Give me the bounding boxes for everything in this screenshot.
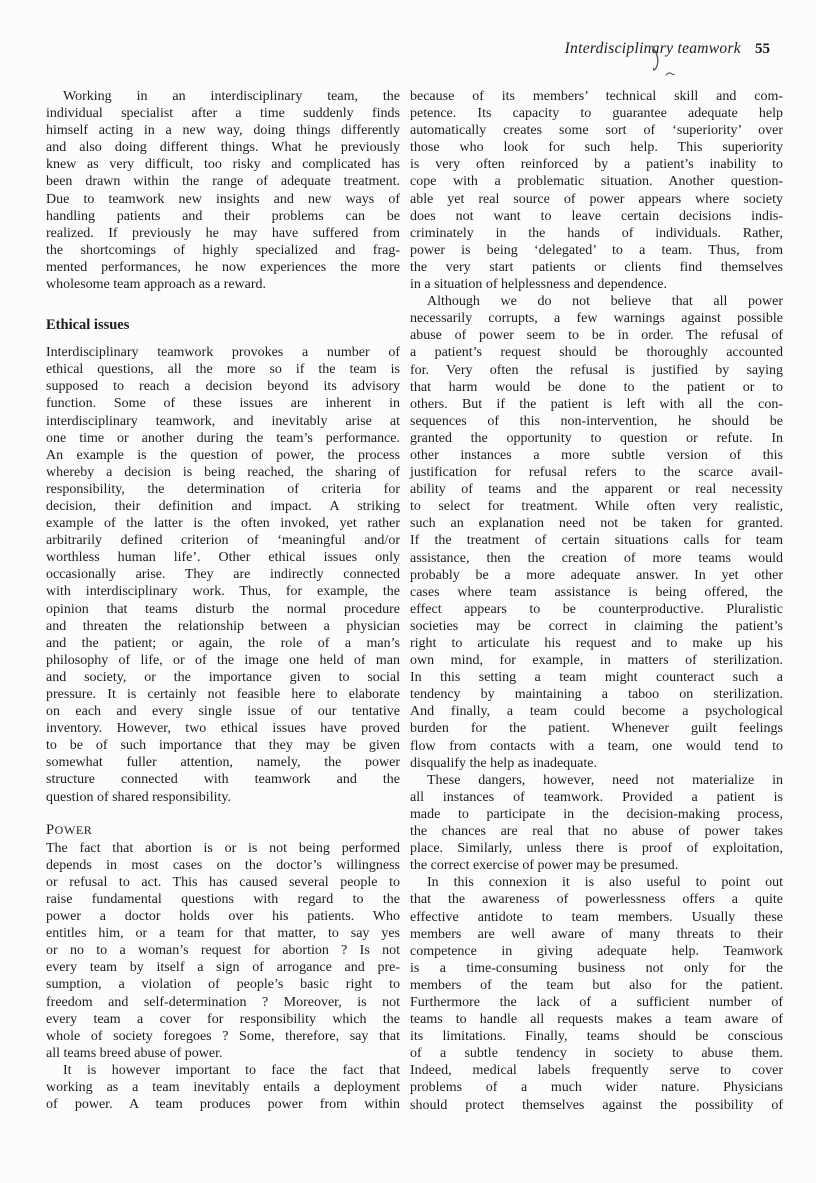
text-line: or no to a woman’s request for abortion ? Is not	[46, 943, 400, 959]
text-line: Due to teamwork new insights and new ways of	[46, 191, 400, 207]
text-line: teams to handle all requests makes a team aware of	[410, 1012, 783, 1028]
text-line: been drawn within the range of adequate treatment.	[46, 174, 400, 190]
text-line: freedom and self-determination ? Moreover, is not	[46, 994, 400, 1010]
text-line: probably be a more adequate answer. In yet other	[410, 567, 783, 583]
text-line: himself acting in a new way, doing things differently	[46, 123, 400, 139]
text-line: These dangers, however, need not materialize in	[427, 772, 783, 788]
paragraph	[410, 88, 783, 293]
text-line: made to participate in the decision-making process,	[410, 806, 783, 822]
text-line: cases where team assistance is being offered, the	[410, 584, 783, 600]
paragraph	[410, 874, 783, 1113]
text-line: for. Very often the refusal is justified by saying	[410, 362, 783, 378]
text-line: power a doctor holds over his patients. Who	[46, 909, 400, 925]
paragraph	[410, 772, 783, 875]
text-line: structure connected with teamwork and the	[46, 772, 400, 788]
text-line: societies may be correct in claiming the patient’s	[410, 618, 783, 634]
text-line: decision, their definition and impact. A striking	[46, 498, 400, 514]
text-line: whole of society foregoes ? Some, therefore, say that	[46, 1028, 400, 1044]
text-line: its limitations. Finally, teams should be conscious	[410, 1029, 783, 1045]
text-line: does not want to leave certain decisions indis-	[410, 208, 783, 224]
text-line: flow from contacts with a team, one would tend to	[410, 738, 783, 754]
text-line: to be of such importance that they may be given	[46, 738, 400, 754]
text-line: It is however important to face the fact that	[63, 1062, 400, 1078]
paragraph	[410, 293, 783, 772]
text-line: worthless human life’. Other ethical issues only	[46, 550, 400, 566]
text-line: or refusal to act. This has caused several people to	[46, 874, 400, 890]
text-line: able yet real source of power appears where society	[410, 191, 783, 207]
text-line: Indeed, medical labels frequently serve to cover	[410, 1063, 783, 1079]
text-line: depends in most cases on the doctor’s willingness	[46, 857, 400, 873]
text-line: those who look for such help. This superiority	[410, 140, 783, 156]
text-line: handling patients and their problems can be	[46, 208, 400, 224]
text-line: In this setting a team might counteract such a	[410, 670, 783, 686]
page-number: 55	[755, 41, 770, 57]
text-line: should protect themselves against the possibility of	[410, 1097, 783, 1113]
text-line: realized. If previously he may have suffered from	[46, 225, 400, 241]
text-line: disqualify the help as inadequate.	[410, 755, 597, 771]
text-line: Interdisciplinary teamwork provokes a number of	[46, 345, 400, 361]
text-line: one time or another during the team’s performance.	[46, 430, 400, 446]
text-line: question of shared responsibility.	[46, 789, 231, 805]
text-line: the shortcomings of highly specialized and frag-	[46, 242, 400, 258]
text-line: abuse of power seem to be in order. The refusal of	[410, 328, 783, 344]
text-line: Furthermore the lack of a sufficient number of	[410, 994, 783, 1010]
text-line: of a subtle tendency in society to abuse them.	[410, 1046, 783, 1062]
paragraph	[46, 88, 400, 293]
text-line: granted the opportunity to question or refute. In	[410, 430, 783, 446]
text-line: the very start patients or clients find themselves	[410, 259, 783, 275]
text-line: criminately in the hands of individuals. Rather,	[410, 225, 783, 241]
text-line: others. But if the patient is left with all the con-	[410, 396, 783, 412]
text-line: power is being ‘delegated’ to a team. Thus, from	[410, 242, 783, 258]
text-line: all teams breed abuse of power.	[46, 1045, 223, 1061]
text-line: assistance, then the creation of more teams would	[410, 550, 783, 566]
text-line: supposed to reach a decision beyond its advisory	[46, 379, 400, 395]
text-line: Although we do not believe that all power	[427, 294, 783, 310]
text-line: and society, or the importance given to social	[46, 669, 400, 685]
paragraph	[46, 344, 400, 806]
text-line: responsibility, the determination of criteria for	[46, 481, 400, 497]
text-line: An example is the question of power, the process	[46, 447, 400, 463]
text-line: petence. Its capacity to guarantee adequate help	[410, 106, 783, 122]
text-line: effect appears to be counterproductive. Pluralistic	[410, 601, 783, 617]
text-line: arbitrarily defined criterion of ‘meaningful and/or	[46, 533, 400, 549]
running-title: Interdisciplinary teamwork	[564, 40, 741, 57]
text-line: opinion that teams disturb the normal procedure	[46, 601, 400, 617]
text-line: pressure. It is certainly not feasible here to elaborate	[46, 687, 400, 702]
section-subheading: POWER	[46, 821, 93, 838]
text-line: the chances are real that no abuse of power takes	[410, 824, 783, 840]
text-line: raise fundamental questions with regard to the	[46, 891, 400, 907]
text-line: If the treatment of certain situations calls for team	[410, 533, 783, 549]
text-line: and threaten the relationship between a physician	[46, 618, 400, 634]
text-line: competence in giving adequate help. Teamwork	[410, 943, 783, 959]
text-line: with interdisciplinary work. Thus, for example, the	[46, 584, 400, 600]
text-line: and the patient; or again, the role of a man’s	[46, 635, 400, 651]
text-line: automatically creates some sort of ‘superiority’ over	[410, 123, 783, 139]
text-line: problems of a much wider nature. Physicians	[410, 1080, 783, 1096]
text-line: The fact that abortion is or is not being performed	[46, 840, 400, 856]
text-line: sumption, a violation of people’s basic right to	[46, 977, 400, 993]
text-line: is very often reinforced by a patient’s inability to	[410, 157, 783, 173]
text-line: tendency by maintaining a taboo on sterilization.	[410, 687, 783, 703]
text-line: right to articulate his request and to make up his	[410, 636, 783, 651]
text-line: to select for treatment. While often very realistic,	[410, 499, 783, 515]
text-line: philosophy of life, or of the image one held of man	[46, 652, 400, 668]
paragraph	[46, 1062, 400, 1113]
text-line: of power. A team produces power from within	[46, 1097, 400, 1113]
text-line: ethical questions, all the more so if the team is	[46, 362, 400, 378]
text-line: interdisciplinary teamwork, and inevitably arise at	[46, 413, 400, 429]
text-line: in a situation of helplessness and dependence.	[410, 277, 667, 293]
text-line: the correct exercise of power may be presumed.	[410, 858, 679, 874]
text-line: that the awareness of powerlessness offers a quite	[410, 892, 783, 908]
text-line: inventory. However, two ethical issues have proved	[46, 721, 400, 737]
page-header	[0, 40, 770, 58]
text-line: cope with a problematic situation. Another question-	[410, 174, 783, 190]
text-line: burden for the patient. Whenever guilt feelings	[410, 721, 783, 737]
text-line: individual specialist after a time suddenly finds	[46, 106, 400, 122]
text-line: necessarily corrupts, a few warnings against possible	[410, 311, 783, 327]
text-line: justification for refusal refers to the scarce avail-	[410, 465, 783, 481]
text-line: example of the latter is the often invoked, yet rather	[46, 516, 400, 532]
section-heading: Ethical issues	[46, 317, 130, 334]
text-line: a patient’s request should be thoroughly accounted	[410, 345, 783, 361]
text-line: And finally, a team could become a psychological	[410, 704, 783, 720]
text-line: mented performances, he now experiences the more	[46, 259, 400, 275]
text-line: because of its members’ technical skill and com-	[410, 89, 783, 104]
text-line: is a time-consuming business not only for the	[410, 960, 783, 976]
text-line: occasionally arise. They are indirectly connected	[46, 567, 400, 583]
text-line: all instances of teamwork. Provided a patient is	[410, 789, 783, 805]
text-line: ability of teams and the apparent or real necessity	[410, 482, 783, 498]
text-line: somewhat fuller attention, namely, the power	[46, 755, 400, 771]
text-line: every team by itself a sign of arrogance and pre-	[46, 960, 400, 976]
text-line: Working in an interdisciplinary team, the	[63, 89, 400, 104]
text-line: place. Similarly, unless there is proof of exploitation,	[410, 841, 783, 857]
text-line: other instances a more subtle version of this	[410, 447, 783, 463]
text-line: effective antidote to team members. Usually these	[410, 909, 783, 925]
text-line: such an explanation need not be taken for granted.	[410, 516, 783, 532]
text-line: on each and every single issue of our tentative	[46, 704, 400, 720]
text-line: and also doing different things. What he previously	[46, 140, 400, 156]
text-line: working as a team inevitably entails a deployment	[46, 1079, 400, 1095]
text-line: every team a cover for responsibility which the	[46, 1011, 400, 1027]
text-line: knew as very difficult, too risky and complicated has	[46, 157, 400, 173]
text-line: whereby a decision is being reached, the sharing of	[46, 464, 400, 480]
text-line: In this connexion it is also useful to point out	[427, 875, 783, 891]
text-column-right	[410, 88, 783, 1114]
text-line: members are well aware of many threats to their	[410, 926, 783, 942]
text-line: that harm would be done to the patient or to	[410, 379, 783, 395]
paragraph	[46, 840, 400, 1062]
text-line: entitles him, or a team for that matter, to say yes	[46, 926, 400, 942]
text-line: wholesome team approach as a reward.	[46, 277, 267, 293]
text-line: function. Some of these issues are inherent in	[46, 396, 400, 412]
text-line: sequences of this non-intervention, he should be	[410, 413, 783, 429]
text-line: own mind, for example, in matters of sterilization.	[410, 653, 783, 669]
text-line: members of the team but also for the patient.	[410, 977, 783, 993]
text-column-left	[46, 88, 400, 1113]
